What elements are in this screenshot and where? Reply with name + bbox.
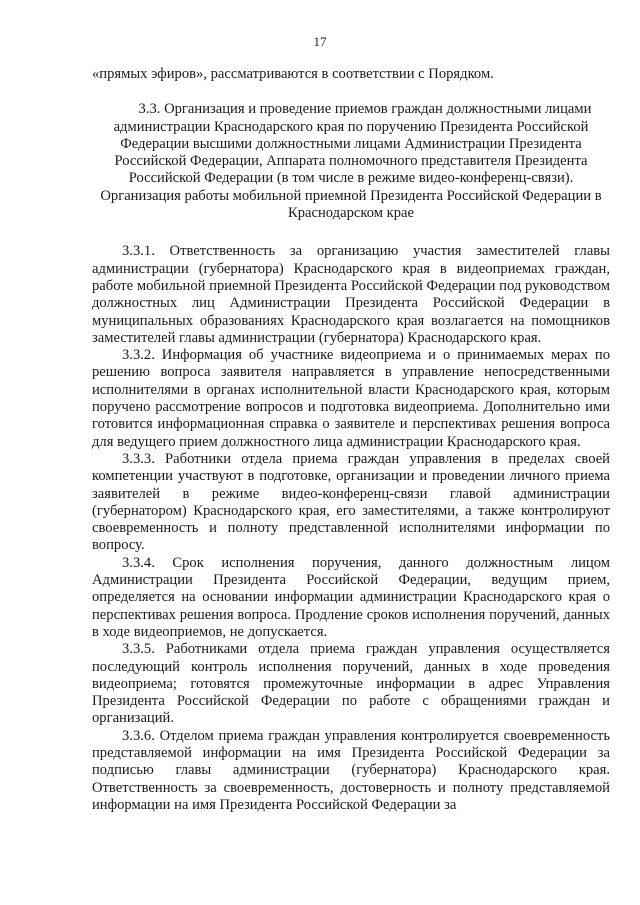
page-number: 17 xyxy=(313,34,327,49)
document-body xyxy=(92,66,610,814)
paragraph-3-3-6: 3.3.6. Отделом приема граждан управления контролируется своевременность представляемой информации на имя Президента Российской Федерации за подписью главы администрации (губернатора) Краснодарского края. Ответственность за своевременность, достоверность и полноту представляемой информации на имя Президента Российской Федерации за xyxy=(92,727,610,813)
paragraph-3-3-1: 3.3.1. Ответственность за организацию участия заместителей главы администрации (губернатора) Краснодарского края в видеоприемах граждан, работе мобильной приемной Президента Российской Федерации под руководством должностных лиц Администрации Президента Российской Федерации в муниципальных образованиях Краснодарского края возлагается на помощников заместителей главы администрации (губернатора) Краснодарского края. xyxy=(92,243,610,346)
paragraph-3-3-4: 3.3.4. Срок исполнения поручения, данного должностным лицом Администрации Президента Российской Федерации, ведущим прием, определяется на основании информации администрации Краснодарского края о перспективах решения вопроса. Продление сроков исполнения поручений, данных в ходе видеоприемов, не допускается. xyxy=(92,554,610,640)
section-heading-3-3: 3.3. Организация и проведение приемов граждан должностными лицами администрации Краснодарского края по поручению Президента Российской Федерации высшими должностными лицами Администрации Президента Российской Федерации, Аппарата полномочного представителя Президента Российской Федерации (в том числе в режиме видео-конференц-связи). Организация работы мобильной приемной Президента Российской Федерации в Краснодарском крае xyxy=(100,101,602,222)
paragraph-3-3-5: 3.3.5. Работниками отдела приема граждан управления осуществляется последующий контроль исполнения поручений, данных в ходе проведения видеоприема; готовятся промежуточные информации в адрес Управления Президента Российской Федерации по работе с обращениями граждан и организаций. xyxy=(92,641,610,727)
paragraph-3-3-3: 3.3.3. Работники отдела приема граждан управления в пределах своей компетенции участвуют в подготовке, организации и проведении личного приема заявителей в режиме видео-конференц-связи главой администрации (губернатором) Краснодарского края, его заместителями, а также контролируют своевременность и полноту представленной исполнителями информации по вопросу. xyxy=(92,450,610,554)
paragraph-3-3-2: 3.3.2. Информация об участнике видеоприема и о принимаемых мерах по решению вопроса заявителя направляется в управление непосредственными исполнителями в органах исполнительной власти Краснодарского края, которым поручено рассмотрение вопросов и подготовка видеоприема. Дополнительно ими готовится информационная справка о заявителе и перспективах решения вопроса для ведущего прием должностного лица администрации Краснодарского края. xyxy=(92,347,610,450)
intro-paragraph: «прямых эфиров», рассматриваются в соответствии с Порядком. xyxy=(92,66,494,82)
